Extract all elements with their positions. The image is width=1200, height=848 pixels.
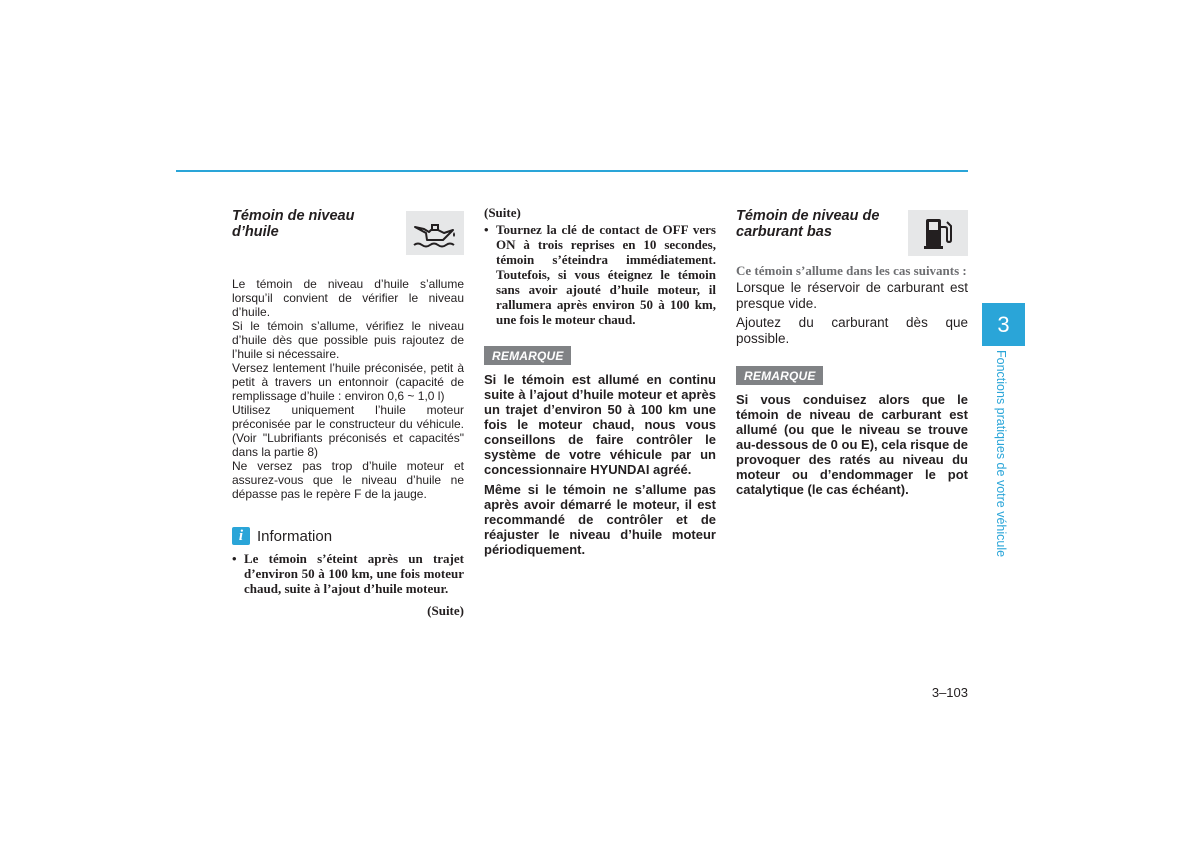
remarque-text: Si le témoin est allumé en continu suite à l’ajout d’huile moteur et après un trajet d’environ 50 à 100 km une fois le moteur chaud, nous vous conseillons de faire contrôler le système de votre véhicule par un concessionnaire HYUNDAI agréé.: [484, 372, 716, 477]
suite-label: (Suite): [427, 603, 464, 618]
remarque-badge: REMARQUE: [736, 366, 823, 385]
bullet-dot: •: [484, 222, 489, 237]
continued-bullet-text: Tournez la clé de contact de OFF vers ON à trois reprises en 10 secondes, témoin s’éteindra immédiatement. Toutefois, si vous éteignez le témoin sans avoir ajouté d’huile moteur, il rallumera après environ 50 à 100 km, une fois le moteur chaud.: [496, 222, 716, 327]
column-continued: [484, 205, 716, 562]
oil-paragraph: Ne versez pas trop d’huile moteur et assurez-vous que le niveau d’huile ne dépasse pas le repère F de la jauge.: [232, 459, 464, 501]
page-number: 3–103: [931, 685, 968, 700]
oil-section-title: Témoin de niveau d’huile: [232, 208, 355, 240]
suite-label: (Suite): [484, 205, 521, 220]
bullet-dot: •: [232, 551, 237, 566]
fuel-section-title: Témoin de niveau de carburant bas: [736, 208, 880, 240]
remarque-text: Même si le témoin ne s’allume pas après avoir démarré le moteur, il est recommandé de contrôler et de réajuster le niveau d’huile moteur périodiquement.: [484, 482, 716, 557]
oil-paragraph: Le témoin de niveau d’huile s’allume lorsqu’il convient de vérifier le niveau d’huile.: [232, 277, 464, 319]
info-icon: i: [232, 527, 250, 545]
fuel-paragraph: Ajoutez du carburant dès que possible.: [736, 315, 968, 346]
remarque-badge: REMARQUE: [484, 346, 571, 365]
fuel-pump-icon: [908, 210, 968, 256]
information-bullet-text: Le témoin s’éteint après un trajet d’environ 50 à 100 km, une fois moteur chaud, suite à l’ajout d’huile moteur.: [244, 551, 464, 596]
oil-can-level-icon: [406, 211, 464, 255]
chapter-label: Fonctions pratiques de votre véhicule: [994, 350, 1008, 558]
information-title: Information: [257, 527, 333, 545]
oil-paragraph: Si le témoin s’allume, vérifiez le niveau d’huile dès que possible puis rajoutez de l’huile si nécessaire.: [232, 319, 464, 361]
chapter-tab: 3: [982, 303, 1025, 346]
column-oil: [232, 205, 464, 618]
oil-section-header: [232, 205, 464, 277]
remarque-text: Si vous conduisez alors que le témoin de niveau de carburant est allumé (ou que le niveau se trouve au-dessous de 0 ou E), cela risque de provoquer des ratés au niveau du moteur ou d’endommager le pot catalytique (le cas échéant).: [736, 392, 968, 497]
fuel-subtitle: Ce témoin s’allume dans les cas suivants :: [736, 263, 967, 278]
information-bullet: [232, 551, 464, 596]
continued-bullet: [484, 222, 716, 327]
fuel-paragraph: Lorsque le réservoir de carburant est presque vide.: [736, 280, 968, 311]
header-rule: [176, 170, 968, 172]
oil-paragraph: Utilisez uniquement l’huile moteur préconisée par le constructeur du véhicule. (Voir "Lubrifiants préconisés et capacités" dans la partie 8): [232, 403, 464, 459]
fuel-section-header: [736, 205, 968, 263]
oil-paragraph: Versez lentement l’huile préconisée, petit à petit à travers un entonnoir (capacité de remplissage d’huile : environ 0,6 ~ 1,0 l): [232, 361, 464, 403]
information-header: [232, 527, 464, 545]
column-fuel: [736, 205, 968, 502]
